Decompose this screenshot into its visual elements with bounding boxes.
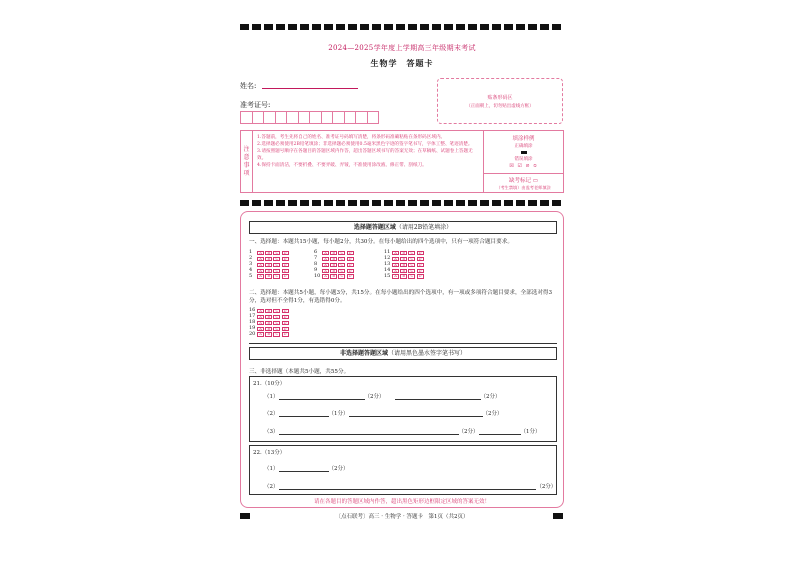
question-number: 7: [314, 254, 318, 261]
option-bubble-c[interactable]: C: [273, 274, 280, 278]
option-bubble-d[interactable]: D: [347, 274, 354, 278]
timing-mark: [528, 24, 537, 30]
question-number: 4: [249, 266, 253, 273]
option-bubble-d[interactable]: D: [417, 251, 424, 255]
wrong-fill-label: 错误填涂: [514, 157, 533, 162]
timing-mark: [300, 200, 309, 206]
timing-mark: [372, 24, 381, 30]
exam-id-label: 准考证号:: [240, 101, 271, 109]
option-bubble-c[interactable]: C: [408, 251, 415, 255]
option-bubble-a[interactable]: A: [257, 251, 264, 255]
question-number: 15: [384, 272, 391, 279]
question-number: 20: [249, 330, 256, 337]
option-bubble-a[interactable]: A: [257, 327, 264, 331]
question-number: 18: [249, 318, 256, 325]
timing-mark: [552, 200, 561, 206]
question-21-box: [249, 376, 557, 442]
option-bubble-a[interactable]: A: [257, 309, 264, 313]
choice-group-2: [314, 250, 355, 279]
timing-mark: [312, 200, 321, 206]
timing-mark: [264, 24, 273, 30]
question-number: 5: [249, 272, 253, 279]
wrong-fill-sample: ☒ ☑ ⊘ ⦸: [509, 163, 538, 169]
barcode-area: [437, 78, 563, 124]
timing-mark: [420, 24, 429, 30]
option-bubble-d[interactable]: D: [282, 327, 289, 331]
question-number: 10: [314, 272, 321, 279]
option-bubble-d[interactable]: D: [417, 263, 424, 267]
part2-instructions: 二、选择题：本题共5小题，每小题3分，共15分。在每小题给出的四个选项中，有一项或多项符合题目要求，全部选对得3分，选对但不全得1分，有选错得0分。: [249, 290, 553, 304]
top-timing-marks: [240, 24, 561, 30]
option-bubble-b[interactable]: B: [265, 251, 272, 255]
timing-mark: [468, 200, 477, 206]
question-21-label: 21.（10分）: [253, 381, 286, 387]
notice-item: 2.选择题必须使用2B铅笔填涂；非选择题必须使用0.5毫米黑色字迹的签字笔书写，字体工整、笔迹清楚。: [257, 142, 473, 147]
question-number: 1: [249, 249, 253, 255]
option-bubble-c[interactable]: C: [273, 327, 280, 331]
option-bubble-c[interactable]: C: [273, 257, 280, 261]
option-bubble-d[interactable]: D: [347, 269, 354, 273]
option-bubble-a[interactable]: A: [257, 321, 264, 325]
fill-sample-panel: [483, 131, 563, 192]
fill-sample-title: 填涂样例: [512, 136, 535, 142]
option-bubble-a[interactable]: A: [257, 315, 264, 319]
timing-mark: [540, 200, 549, 206]
timing-mark: [408, 200, 417, 206]
option-bubble-a[interactable]: A: [257, 332, 264, 336]
option-bubble-c[interactable]: C: [273, 332, 280, 336]
timing-mark: [372, 200, 381, 206]
option-bubble-b[interactable]: B: [265, 309, 272, 313]
middle-timing-marks: [240, 200, 561, 206]
timing-mark: [396, 200, 405, 206]
q21-line-2: （2） （1分） （2分）: [264, 411, 503, 417]
timing-mark: [288, 24, 297, 30]
q21-line-1: （1） （2分） （2分）: [264, 394, 501, 400]
timing-mark: [420, 200, 429, 206]
option-bubble-d[interactable]: D: [417, 274, 424, 278]
timing-mark: [480, 200, 489, 206]
option-bubble-b[interactable]: B: [330, 274, 337, 278]
option-bubble-b[interactable]: B: [400, 257, 407, 261]
footer-page-info: 〔点石联考〕高三 · 生物学 · 答题卡 第1页（共2页）: [335, 514, 469, 520]
notice-item: 4.保持卡面清洁，不要折叠、不要弄破、弄皱，不准使用涂改液、修正带、刮纸刀。: [257, 163, 427, 168]
timing-mark: [432, 24, 441, 30]
notice-list: [257, 134, 477, 169]
exam-title: 2024—2025学年度上学期高三年级期末考试: [328, 44, 476, 52]
option-bubble-a[interactable]: A: [322, 274, 329, 278]
timing-mark: [240, 24, 249, 30]
option-bubble-d[interactable]: D: [417, 257, 424, 261]
footer-warning: 请在各题目的答题区域内作答，超出黑色矩形边框限定区域的答案无效！: [313, 499, 490, 505]
timing-mark: [324, 24, 333, 30]
part1-instructions: 一、选择题：本题共15小题，每小题2分，共30分。在每小题给出的四个选项中，只有一项符合题目要求。: [249, 239, 513, 245]
answer-blank[interactable]: [279, 485, 537, 490]
notice-item: 1.答题前，考生先将自己的姓名、准考证号码填写清楚，将条形码准确粘贴在条形码区域内。: [257, 135, 446, 140]
question-20-row: [249, 332, 290, 338]
barcode-note: （正面朝上，切勿贴出虚线方框）: [466, 104, 534, 109]
option-bubble-b[interactable]: B: [330, 257, 337, 261]
barcode-title: 贴条形码区: [487, 95, 513, 101]
absent-mark-note: （考生禁填）由监考老师填涂: [496, 185, 551, 190]
absent-checkbox-icon[interactable]: ▭: [532, 178, 538, 184]
option-bubble-d[interactable]: D: [282, 274, 289, 278]
option-bubble-c[interactable]: C: [273, 269, 280, 273]
option-bubble-b[interactable]: B: [265, 321, 272, 325]
question-22-box: [249, 445, 557, 495]
option-bubble-b[interactable]: B: [400, 251, 407, 255]
question-number: 9: [314, 266, 318, 273]
notice-panel: [240, 130, 564, 193]
timing-mark: [276, 24, 285, 30]
q21-line-3: （3） （2分） （1分）: [264, 429, 541, 435]
option-bubble-c[interactable]: C: [338, 269, 345, 273]
notice-item: 3.请按照题号顺序在各题目的答题区域内作答，超出答题区域书写的答案无效；在草稿纸、试题卷上答题无效。: [257, 149, 473, 161]
option-bubble-c[interactable]: C: [338, 257, 345, 261]
timing-mark: [444, 24, 453, 30]
timing-mark: [516, 200, 525, 206]
option-bubble-a[interactable]: A: [257, 269, 264, 273]
option-bubble-c[interactable]: C: [338, 263, 345, 267]
exam-id-digit-box[interactable]: [367, 111, 380, 124]
timing-mark: [276, 200, 285, 206]
footer-mark-right: [553, 513, 563, 519]
part3-instructions: 三、非选择题（本题共5小题，共55分。: [249, 369, 350, 375]
timing-mark: [252, 24, 261, 30]
answer-blank[interactable]: [279, 430, 459, 435]
option-bubble-a[interactable]: A: [392, 257, 399, 261]
q22-line-2: （2） （2分）: [264, 484, 557, 490]
timing-mark: [360, 24, 369, 30]
timing-mark: [408, 24, 417, 30]
timing-mark: [504, 200, 513, 206]
name-field[interactable]: [262, 88, 358, 89]
option-bubble-d[interactable]: D: [282, 332, 289, 336]
answer-blank[interactable]: [279, 395, 365, 400]
option-bubble-c[interactable]: C: [273, 321, 280, 325]
option-bubble-a[interactable]: A: [322, 263, 329, 267]
question-number: 17: [249, 312, 256, 319]
question-number: 11: [384, 249, 391, 255]
timing-mark: [312, 24, 321, 30]
option-bubble-b[interactable]: B: [400, 269, 407, 273]
timing-mark: [240, 200, 249, 206]
answer-blank[interactable]: [279, 467, 329, 472]
answer-blank[interactable]: [395, 395, 481, 400]
question-number: 2: [249, 254, 253, 261]
option-bubble-a[interactable]: A: [322, 257, 329, 261]
option-bubble-a[interactable]: A: [322, 269, 329, 273]
option-bubble-a[interactable]: A: [257, 274, 264, 278]
timing-mark: [324, 200, 333, 206]
choice-group-3: [384, 250, 425, 279]
answer-blank[interactable]: [479, 430, 521, 435]
option-bubble-b[interactable]: B: [265, 274, 272, 278]
timing-mark: [540, 24, 549, 30]
question-10-row: [314, 274, 355, 280]
question-number: 14: [384, 266, 391, 273]
option-bubble-a[interactable]: A: [392, 263, 399, 267]
nonchoice-section-heading: 非选择题答题区域（请用黑色墨水签字笔书写）: [249, 347, 557, 360]
timing-mark: [432, 200, 441, 206]
answer-blank[interactable]: [349, 412, 483, 417]
option-bubble-d[interactable]: D: [282, 263, 289, 267]
answer-region: [240, 211, 564, 508]
option-bubble-d[interactable]: D: [282, 321, 289, 325]
exam-id-boxes[interactable]: [240, 111, 378, 124]
timing-mark: [552, 24, 561, 30]
timing-mark: [444, 200, 453, 206]
absent-mark-title: 缺考标记 ▭: [509, 178, 538, 184]
choice-section-heading: 选择题答题区域（请用2B铅笔填涂）: [249, 221, 557, 234]
option-bubble-d[interactable]: D: [347, 257, 354, 261]
option-bubble-c[interactable]: C: [408, 263, 415, 267]
correct-fill-label: 正确填涂: [514, 144, 533, 149]
timing-mark: [480, 24, 489, 30]
timing-mark: [396, 24, 405, 30]
timing-mark: [360, 200, 369, 206]
question-number: 3: [249, 260, 253, 267]
option-bubble-d[interactable]: D: [282, 315, 289, 319]
notice-heading: 注意事项: [241, 131, 253, 192]
option-bubble-d[interactable]: D: [282, 251, 289, 255]
choice-group-4: [249, 308, 290, 337]
name-label: 姓名:: [240, 82, 257, 90]
option-bubble-a[interactable]: A: [392, 274, 399, 278]
option-bubble-b[interactable]: B: [265, 332, 272, 336]
option-bubble-b[interactable]: B: [400, 274, 407, 278]
option-bubble-a[interactable]: A: [257, 263, 264, 267]
timing-mark: [456, 200, 465, 206]
question-number: 13: [384, 260, 391, 267]
option-bubble-a[interactable]: A: [322, 251, 329, 255]
option-bubble-c[interactable]: C: [338, 251, 345, 255]
option-bubble-d[interactable]: D: [347, 263, 354, 267]
question-22-label: 22.（13分）: [253, 450, 286, 456]
correct-fill-sample: [521, 151, 527, 154]
timing-mark: [264, 200, 273, 206]
option-bubble-d[interactable]: D: [417, 269, 424, 273]
option-bubble-b[interactable]: B: [265, 269, 272, 273]
option-bubble-b[interactable]: B: [265, 327, 272, 331]
option-bubble-a[interactable]: A: [257, 257, 264, 261]
option-bubble-b[interactable]: B: [330, 263, 337, 267]
timing-mark: [492, 24, 501, 30]
timing-mark: [348, 24, 357, 30]
option-bubble-c[interactable]: C: [408, 274, 415, 278]
option-bubble-a[interactable]: A: [392, 251, 399, 255]
option-bubble-b[interactable]: B: [330, 269, 337, 273]
sheet-title: 生物学 答题卡: [370, 58, 434, 68]
timing-mark: [492, 200, 501, 206]
question-5-row: [249, 274, 290, 280]
option-bubble-b[interactable]: B: [265, 257, 272, 261]
timing-mark: [336, 200, 345, 206]
option-bubble-c[interactable]: C: [273, 263, 280, 267]
option-bubble-b[interactable]: B: [330, 251, 337, 255]
question-number: 6: [314, 249, 318, 255]
timing-mark: [516, 24, 525, 30]
question-number: 12: [384, 254, 391, 261]
q22-line-1: （1） （2分）: [264, 466, 349, 472]
timing-mark: [288, 200, 297, 206]
option-bubble-c[interactable]: C: [273, 315, 280, 319]
option-bubble-d[interactable]: D: [347, 251, 354, 255]
timing-mark: [384, 24, 393, 30]
option-bubble-c[interactable]: C: [408, 269, 415, 273]
option-bubble-b[interactable]: B: [265, 315, 272, 319]
answer-blank[interactable]: [279, 412, 329, 417]
timing-mark: [336, 24, 345, 30]
option-bubble-d[interactable]: D: [282, 257, 289, 261]
timing-mark: [300, 24, 309, 30]
timing-mark: [456, 24, 465, 30]
option-bubble-b[interactable]: B: [400, 263, 407, 267]
timing-mark: [384, 200, 393, 206]
timing-mark: [528, 200, 537, 206]
section-divider: [249, 343, 557, 344]
option-bubble-c[interactable]: C: [338, 274, 345, 278]
option-bubble-c[interactable]: C: [273, 309, 280, 313]
option-bubble-b[interactable]: B: [265, 263, 272, 267]
question-number: 19: [249, 324, 256, 331]
question-15-row: [384, 274, 425, 280]
option-bubble-c[interactable]: C: [273, 251, 280, 255]
option-bubble-c[interactable]: C: [408, 257, 415, 261]
timing-mark: [252, 200, 261, 206]
timing-mark: [348, 200, 357, 206]
option-bubble-d[interactable]: D: [282, 269, 289, 273]
timing-mark: [468, 24, 477, 30]
option-bubble-a[interactable]: A: [392, 269, 399, 273]
option-bubble-d[interactable]: D: [282, 309, 289, 313]
choice-group-1: [249, 250, 290, 279]
question-number: 16: [249, 307, 256, 313]
timing-mark: [504, 24, 513, 30]
question-number: 8: [314, 260, 318, 267]
